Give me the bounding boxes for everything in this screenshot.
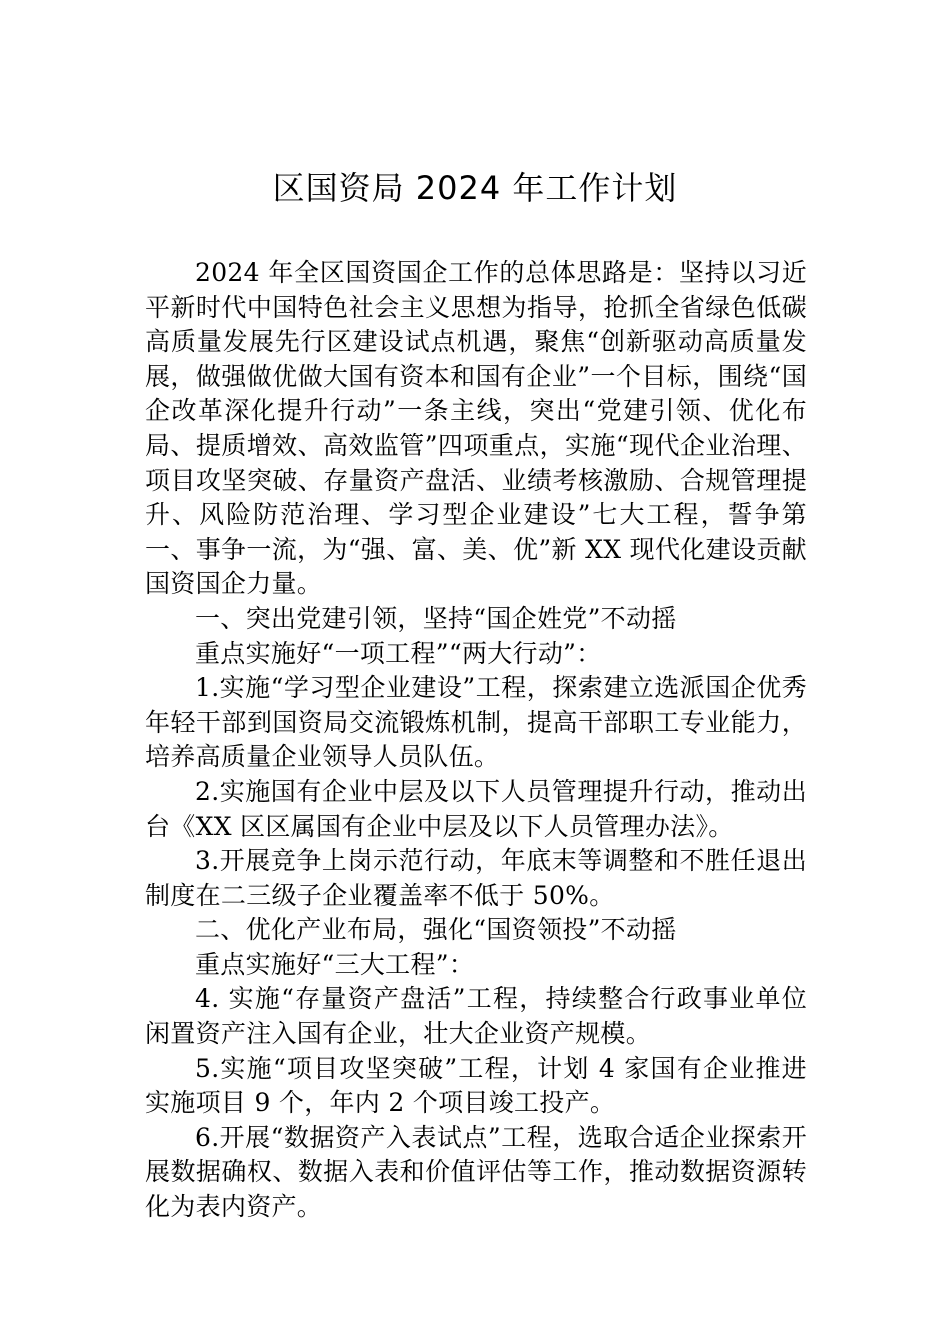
list-item-4: 4. 实施“存量资产盘活”工程，持续整合行政事业单位闲置资产注入国有企业，壮大企业资产规模。 xyxy=(145,984,807,1049)
list-item-6: 6.开展“数据资产入表试点”工程，选取合适企业探索开展数据确权、数据入表和价值评估等工作，推动数据资源转化为表内资产。 xyxy=(145,1122,807,1222)
section-intro-1: 重点实施好“一项工程”“两大行动”： xyxy=(195,638,602,668)
list-item-5: 5.实施“项目攻坚突破”工程，计划 4 家国有企业推进实施项目 9 个，年内 2 个项目竣工投产。 xyxy=(145,1053,807,1118)
list-item-1: 1.实施“学习型企业建设”工程，探索建立选派国企优秀年轻干部到国资局交流锻炼机制，提高干部职工专业能力，培养高质量企业领导人员队伍。 xyxy=(145,673,807,772)
section-heading-1: 一、突出党建引领，坚持“国企姓党”不动摇 xyxy=(195,603,677,633)
section-intro-2: 重点实施好“三大工程”： xyxy=(195,949,475,979)
document-body xyxy=(145,256,807,1225)
section-heading-2: 二、优化产业布局，强化“国资领投”不动摇 xyxy=(195,915,677,945)
paragraph-overview: 2024 年全区国资国企工作的总体思路是：坚持以习近平新时代中国特色社会主义思想为指导，抢抓全省绿色低碳高质量发展先行区建设试点机遇，聚焦“创新驱动高质量发展，做强做优做大国有资本和国有企业”一个目标，围绕“国企改革深化提升行动”一条主线，突出“党建引领、优化布局、提质增效、高效监管”四项重点，实施“现代企业治理、项目攻坚突破、存量资产盘活、业绩考核激励、合规管理提升、风险防范治理、学习型企业建设”七大工程，誓争第一、事争一流，为“强、富、美、优”新 XX 现代化建设贡献国资国企力量。 xyxy=(145,258,807,599)
list-item-2: 2.实施国有企业中层及以下人员管理提升行动，推动出台《XX 区区属国有企业中层及以下人员管理办法》。 xyxy=(145,776,807,841)
document-title: 区国资局 2024 年工作计划 xyxy=(272,169,678,207)
list-item-3: 3.开展竞争上岗示范行动，年底末等调整和不胜任退出制度在二三级子企业覆盖率不低于 50%。 xyxy=(145,846,807,910)
